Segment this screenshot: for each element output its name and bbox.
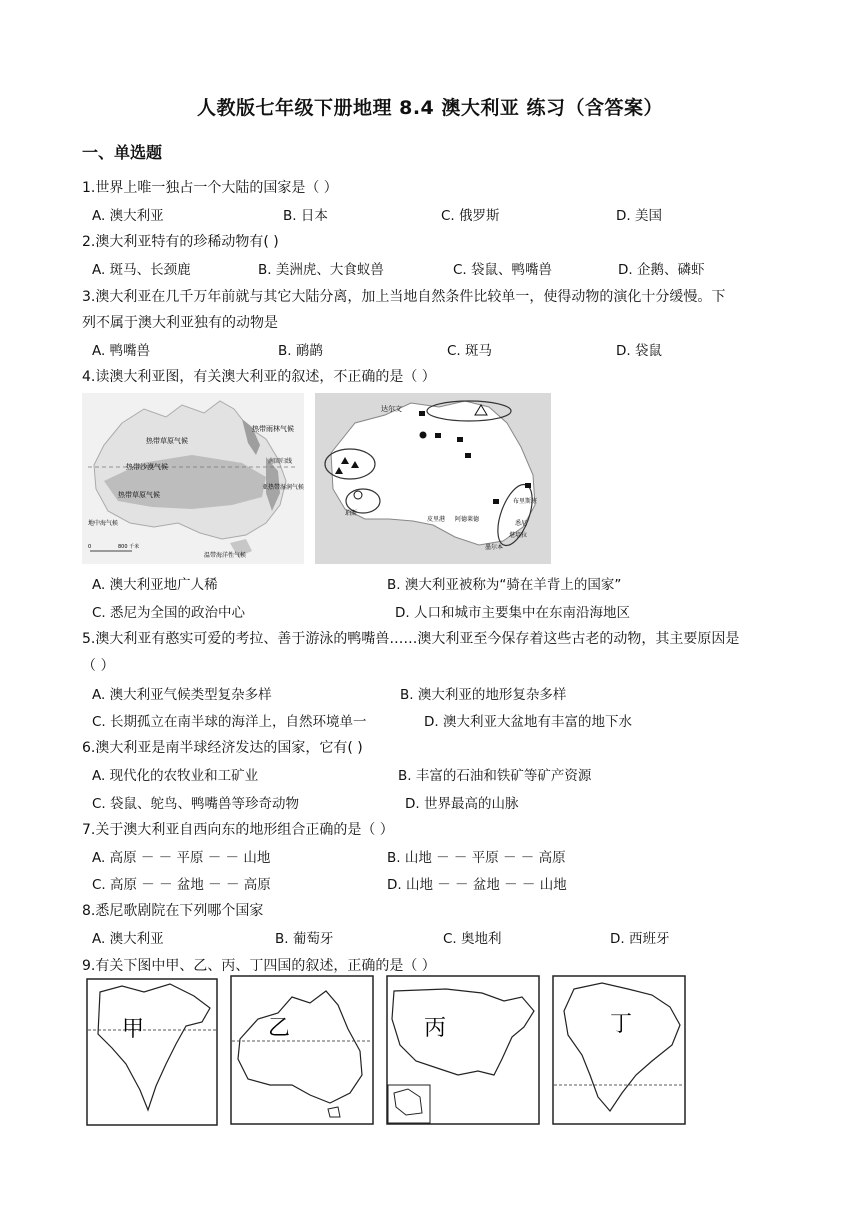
climate-label-humid-subtropical: 亚热带湿润气候 [262, 484, 304, 491]
question-1-option-b[interactable]: B. 日本 [283, 208, 328, 224]
question-3-option-a[interactable]: A. 鸭嘴兽 [92, 343, 151, 359]
question-9-stem: 9.有关下图中甲、乙、丙、丁四国的叙述，正确的是（ ） [82, 958, 436, 974]
city-sydney: 悉尼 [515, 520, 528, 527]
question-4-option-b[interactable]: B. 澳大利亚被称为“骑在羊背上的国家” [387, 577, 622, 593]
question-2-stem: 2.澳大利亚特有的珍稀动物有( ) [82, 234, 279, 250]
question-6-option-d[interactable]: D. 世界最高的山脉 [405, 796, 519, 812]
question-4-option-d[interactable]: D. 人口和城市主要集中在东南沿海地区 [395, 605, 630, 621]
question-5-stem-line-1: 5.澳大利亚有憨实可爱的考拉、善于游泳的鸭嘴兽……澳大利亚至今保存着这些古老的动物，其主要原因是 [82, 631, 740, 647]
question-3-option-d[interactable]: D. 袋鼠 [616, 343, 662, 359]
question-7-option-d[interactable]: D. 山地 － － 盆地 － － 山地 [387, 877, 567, 893]
country-map-jia [86, 978, 218, 1126]
australia-climate-map [82, 393, 304, 564]
country-label-ding: 丁 [610, 1012, 633, 1037]
climate-label-oceanic: 温带海洋性气候 [204, 552, 247, 559]
question-2-option-b[interactable]: B. 美洲虎、大食蚁兽 [258, 262, 384, 278]
country-label-jia: 甲 [122, 1017, 145, 1042]
question-5-option-d[interactable]: D. 澳大利亚大盆地有丰富的地下水 [424, 714, 632, 730]
question-1-option-a[interactable]: A. 澳大利亚 [92, 208, 164, 224]
city-brisbane: 布里斯班 [513, 498, 538, 505]
country-map-bing [386, 975, 540, 1125]
climate-label-savanna-south: 热带草原气候 [118, 491, 160, 499]
city-perth: 珀斯 [345, 510, 358, 517]
question-4-stem: 4.读澳大利亚图，有关澳大利亚的叙述，不正确的是（ ） [82, 369, 436, 385]
question-2-option-a[interactable]: A. 斑马、长颈鹿 [92, 262, 191, 278]
country-label-bing: 丙 [424, 1016, 447, 1041]
question-8-stem: 8.悉尼歌剧院在下列哪个国家 [82, 903, 264, 919]
section-heading: 一、单选题 [82, 143, 163, 162]
question-5-option-a[interactable]: A. 澳大利亚气候类型复杂多样 [92, 687, 272, 703]
scale-zero-label: 0 [88, 544, 92, 550]
city-melbourne: 墨尔本 [485, 544, 504, 551]
question-3-option-c[interactable]: C. 斑马 [447, 343, 493, 359]
question-6-option-c[interactable]: C. 袋鼠、鸵鸟、鸭嘴兽等珍奇动物 [92, 796, 300, 812]
climate-label-desert: 热带沙漠气候 [126, 463, 168, 471]
question-1-option-d[interactable]: D. 美国 [616, 208, 662, 224]
country-map-ding [552, 975, 686, 1125]
question-1-stem: 1.世界上唯一独占一个大陆的国家是（ ） [82, 180, 338, 196]
question-7-stem: 7.关于澳大利亚自西向东的地形组合正确的是（ ） [82, 822, 394, 838]
city-canberra: 堪培拉 [509, 532, 528, 539]
climate-label-rainforest: 热带雨林气候 [252, 425, 294, 433]
question-8-option-a[interactable]: A. 澳大利亚 [92, 931, 164, 947]
question-6-option-a[interactable]: A. 现代化的农牧业和工矿业 [92, 768, 259, 784]
question-8-option-d[interactable]: D. 西班牙 [610, 931, 670, 947]
scale-label: 800 千米 [118, 544, 140, 550]
city-adelaide: 阿德莱德 [455, 516, 480, 523]
question-8-option-b[interactable]: B. 葡萄牙 [275, 931, 334, 947]
country-label-yi: 乙 [268, 1016, 291, 1041]
question-3-option-b[interactable]: B. 鸸鹋 [278, 343, 323, 359]
question-4-option-a[interactable]: A. 澳大利亚地广人稀 [92, 577, 218, 593]
question-3-stem-line-1: 3.澳大利亚在几千万年前就与其它大陆分离，加上当地自然条件比较单一，使得动物的演化十分缓慢。下 [82, 289, 726, 305]
question-1-option-c[interactable]: C. 俄罗斯 [441, 208, 500, 224]
question-8-option-c[interactable]: C. 奥地利 [443, 931, 502, 947]
question-3-stem-line-2: 列不属于澳大利亚独有的动物是 [82, 315, 278, 331]
climate-label-savanna-north: 热带草原气候 [146, 437, 188, 445]
country-map-yi [230, 975, 374, 1125]
question-4-option-c[interactable]: C. 悉尼为全国的政治中心 [92, 605, 246, 621]
question-6-option-b[interactable]: B. 丰富的石油和铁矿等矿产资源 [398, 768, 592, 784]
question-7-option-a[interactable]: A. 高原 － － 平原 － － 山地 [92, 850, 271, 866]
page-title: 人教版七年级下册地理 8.4 澳大利亚 练习（含答案） [196, 97, 663, 119]
question-7-option-b[interactable]: B. 山地 － － 平原 － － 高原 [387, 850, 566, 866]
climate-label-mediterranean: 地中海气候 [88, 520, 119, 527]
question-7-option-c[interactable]: C. 高原 － － 盆地 － － 高原 [92, 877, 271, 893]
question-5-option-b[interactable]: B. 澳大利亚的地形复杂多样 [400, 687, 567, 703]
australia-resource-map [315, 393, 551, 564]
question-5-option-c[interactable]: C. 长期孤立在南半球的海洋上，自然环境单一 [92, 714, 367, 730]
city-darwin: 达尔文 [381, 405, 402, 413]
tropic-of-capricorn-label: 南回归线 [268, 458, 293, 465]
question-2-option-c[interactable]: C. 袋鼠、鸭嘴兽 [453, 262, 553, 278]
question-6-stem: 6.澳大利亚是南半球经济发达的国家，它有( ) [82, 740, 363, 756]
city-port-pirie: 皮里港 [427, 516, 446, 523]
question-5-stem-line-2: （ ） [82, 658, 115, 674]
question-2-option-d[interactable]: D. 企鹅、磷虾 [618, 262, 705, 278]
